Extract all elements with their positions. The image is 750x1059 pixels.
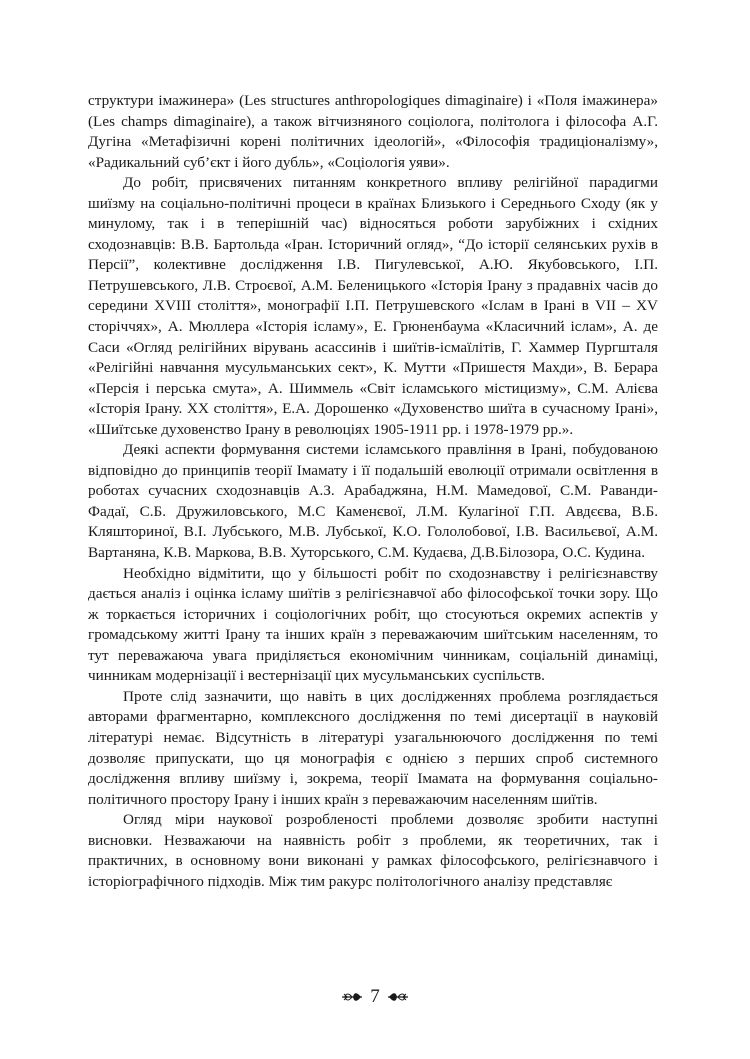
page-footer xyxy=(0,983,750,1011)
body-text xyxy=(88,91,658,892)
paragraph-continued: структури імажинера» (Les structures anthropologiques dimaginaire) і «Поля імажинера» (Les champs dimaginaire), а також вітчизняного соціолога, політолога і філософа А.Г. Дугіна «Метафізичні корені політичних ідеологій», «Філософія традиціоналізму», «Радикальний суб’єкт і його дубль», «Соціологія уяви». xyxy=(88,92,658,171)
fleuron-left-icon xyxy=(341,991,363,1003)
fleuron-right-icon xyxy=(387,991,409,1003)
page-number: 7 xyxy=(370,986,380,1007)
paragraph-conclusions: Огляд міри наукової розробленості проблеми дозволяє зробити наступні висновки. Незважаючи на наявність робіт з проблеми, як теоретичних, так і практичних, в основному вони виконані у рамках філософського, релігієзнавчого і історіографічного підходів. Між тим ракурс політологічного аналізу представляє xyxy=(88,811,658,890)
paragraph-research-gap: Проте слід зазначити, що навіть в цих дослідженнях проблема розглядається авторами фрагментарно, комплексного дослідження по темі дисертації в науковій літературі немає. Відсутність в літературі узагальнюючого дослідження по темі дозволяє припускати, що ця монографія є однією з перших спроб системного дослідження впливу шиїзму і, зокрема, теорії Імамата на формування соціально-політичного простору Ірану і інших країн з переважаючим населенням шиїтів. xyxy=(88,687,658,808)
paragraph-islamic-governance: Деякі аспекти формування системи ісламського правління в Ірані, побудованою відповідно до принципів теорії Імамату і її подальшій еволюції отримали освітлення в роботах сучасних сходознавців А.З. Арабаджяна, Н.М. Мамедової, С.М. Раванди-Фадаї, С.Б. Дружиловського, М.С Каменєвої, Л.М. Кулагіної Г.П. Авдєєва, В.Б. Кляшториної, В.І. Лубського, М.В. Лубської, К.О. Гололобової, І.В. Васильєвої, А.М. Вартаняна, К.В. Маркова, В.В. Хуторського, С.М. Кудаєва, Д.В.Білозора, О.С. Кудина. xyxy=(88,441,658,562)
paragraph-analysis-note: Необхідно відмітити, що у більшості робіт по сходознавству і релігієзнавству дається аналіз і оцінка ісламу шиїтів з релігієзнавчої або філософської точки зору. Що ж торкається історичних і соціологічних робіт, що стосуються окремих аспектів у громадському житті Ірану та інших країн з переважаючим шиїтським населенням, то тут переважаюча увага приділяється економічним чинникам, соціальній динаміці, чинникам модернізації і вестернізації цих мусульманських суспільств. xyxy=(88,564,658,685)
paragraph-works-on-shiism: До робіт, присвячених питанням конкретного впливу релігійної парадигми шиїзму на соціально-політичні процеси в країнах Близького і Середнього Сходу (як у минулому, так і в теперішній час) відносяться роботи зарубіжних і східних сходознавців: В.В. Бартольда «Іран. Історичний огляд», “До історії селянських рухів в Персії”, колективне дослідження І.В. Пигулевської, А.Ю. Якубовського, І.П. Петрушевського, Л.В. Строєвої, А.М. Беленицького «Історія Ірану з прадавніх часів до середини XVIII століття», монографії І.П. Петрушевского «Іслам в Ірані в VII – XV сторіччях», А. Мюллера «Історія ісламу», Е. Грюненбаума «Класичний іслам», А. де Саси «Огляд релігійних вірувань асассинів і шиїтів-ісмаїлітів, Г. Хаммер Пургшталя «Релігійні навчання мусульманських сект», К. Мутти «Пришестя Махди», В. Берара «Персія і перська смута», А. Шиммель «Світ ісламського містицизму», С.М. Алієва «Історія Ірану. ХХ століття», Е.А. Дорошенко «Духовенство шиїта в сучасному Ірані», «Шиїтське духовенство Ірану в революціях 1905-1911 рр. і 1978-1979 рр.». xyxy=(88,174,658,438)
